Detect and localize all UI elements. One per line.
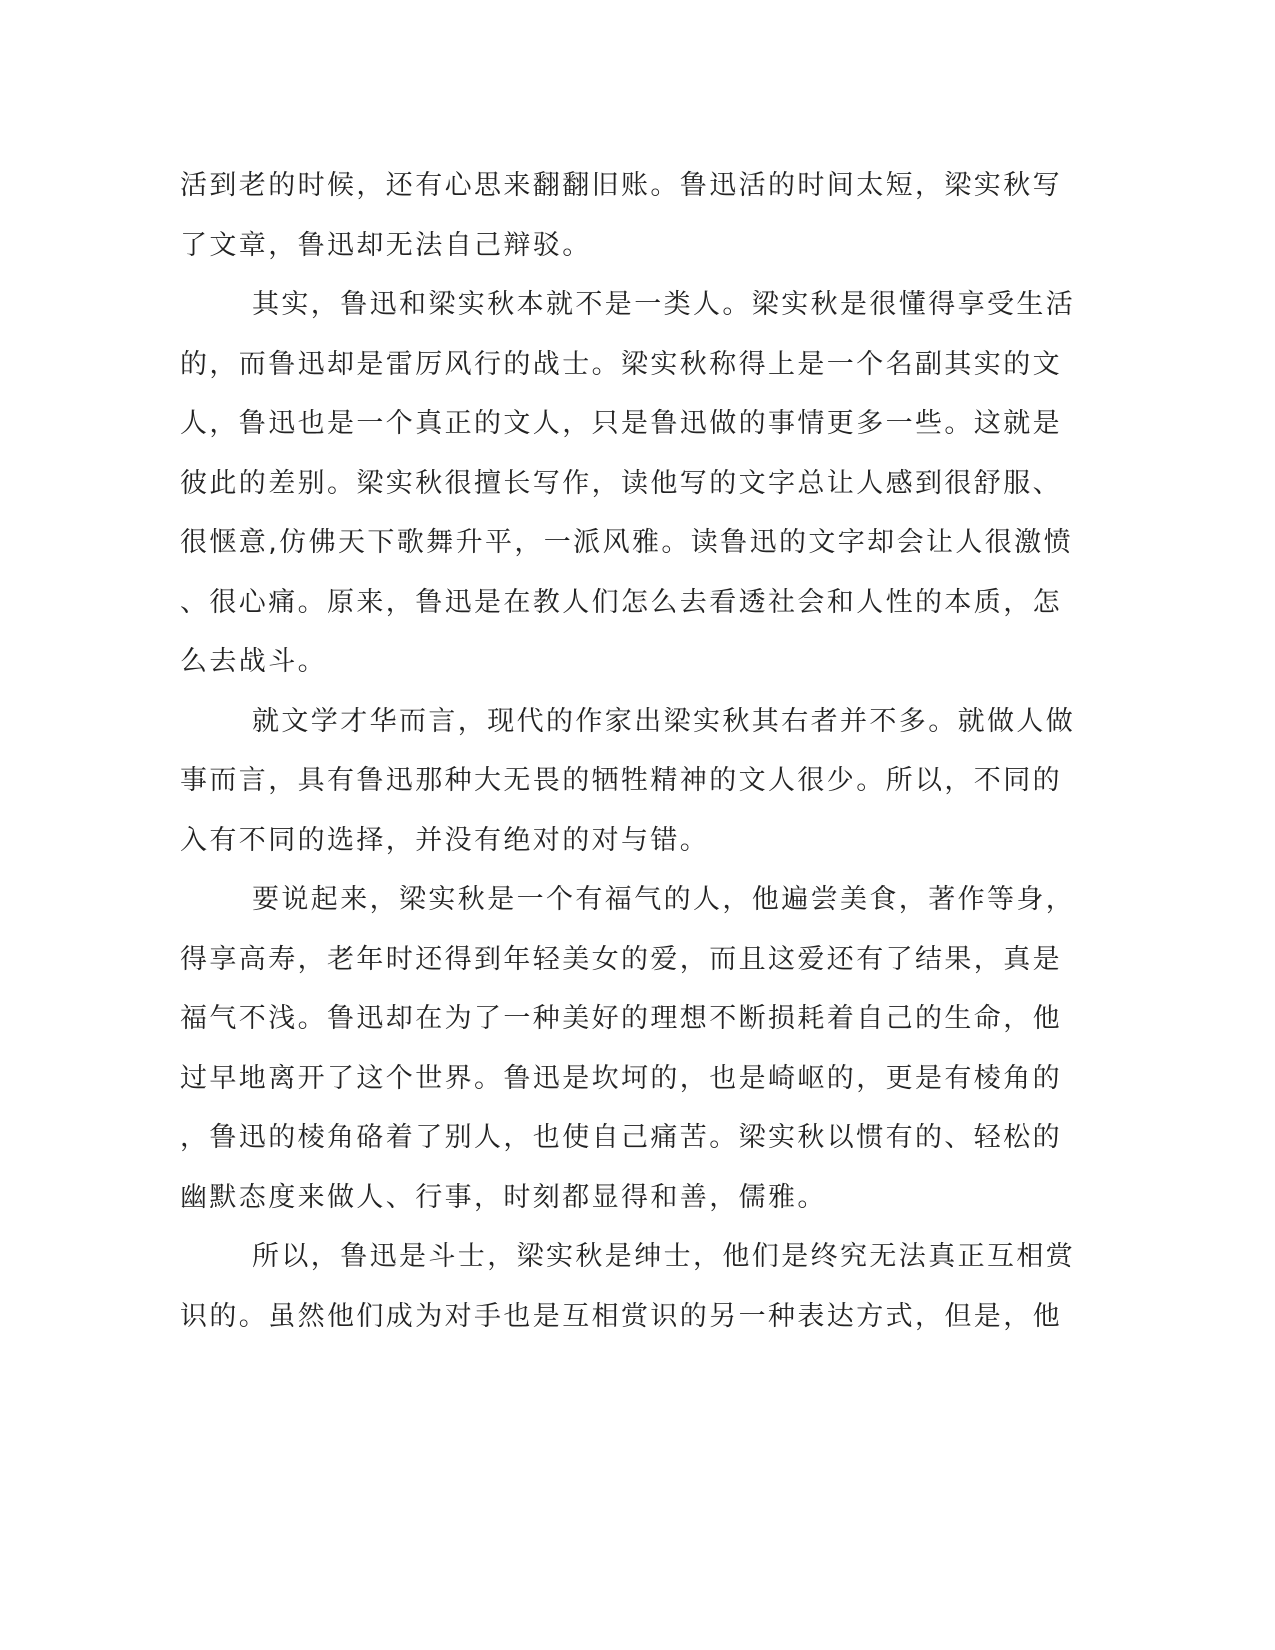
- text-line: 事而言，具有鲁迅那种大无畏的牺牲精神的文人很少。所以，不同的: [180, 765, 1062, 796]
- text-line: 福气不浅。鲁迅却在为了一种美好的理想不断损耗着自己的生命，他: [180, 1003, 1062, 1034]
- paragraph-first-line: 要说起来，梁实秋是一个有福气的人，他遍尝美食，著作等身，: [252, 884, 1076, 915]
- text-line: 彼此的差别。梁实秋很擅长写作，读他写的文字总让人感到很舒服、: [180, 467, 1062, 499]
- paragraph-first-line: 所以，鲁迅是斗士，梁实秋是绅士，他们是终究无法真正互相赏: [252, 1241, 1076, 1272]
- text-line: 入有不同的选择，并没有绝对的对与错。: [180, 824, 710, 856]
- text-line: 的，而鲁迅却是雷厉风行的战士。梁实秋称得上是一个名副其实的文: [180, 348, 1062, 380]
- paragraph-first-line: 其实，鲁迅和梁实秋本就不是一类人。梁实秋是很懂得享受生活: [252, 289, 1076, 320]
- text-line: 么去战斗。: [180, 646, 327, 677]
- text-line: 识的。虽然他们成为对手也是互相赏识的另一种表达方式，但是，他: [180, 1300, 1062, 1332]
- text-line: 人，鲁迅也是一个真正的文人，只是鲁迅做的事情更多一些。这就是: [180, 408, 1062, 439]
- text-line: 、很心痛。原来，鲁迅是在教人们怎么去看透社会和人性的本质，怎: [180, 586, 1062, 618]
- text-line: 活到老的时候，还有心思来翻翻旧账。鲁迅活的时间太短，梁实秋写: [180, 170, 1062, 201]
- text-line: ，鲁迅的棱角硌着了别人，也使自己痛苦。梁实秋以惯有的、轻松的: [180, 1122, 1062, 1153]
- text-line: 很惬意,仿佛天下歌舞升平，一派风雅。读鲁迅的文字却会让人很激愤: [180, 527, 1073, 558]
- paragraph-first-line: 就文学才华而言，现代的作家出梁实秋其右者并不多。就做人做: [252, 705, 1076, 737]
- body-text: [180, 156, 1076, 1346]
- text-line: 得享高寿，老年时还得到年轻美女的爱，而且这爱还有了结果，真是: [180, 943, 1062, 975]
- text-line: 幽默态度来做人、行事，时刻都显得和善，儒雅。: [180, 1181, 827, 1213]
- text-line: 了文章，鲁迅却无法自己辩驳。: [180, 229, 592, 261]
- text-line: 过早地离开了这个世界。鲁迅是坎坷的，也是崎岖的，更是有棱角的: [180, 1062, 1062, 1094]
